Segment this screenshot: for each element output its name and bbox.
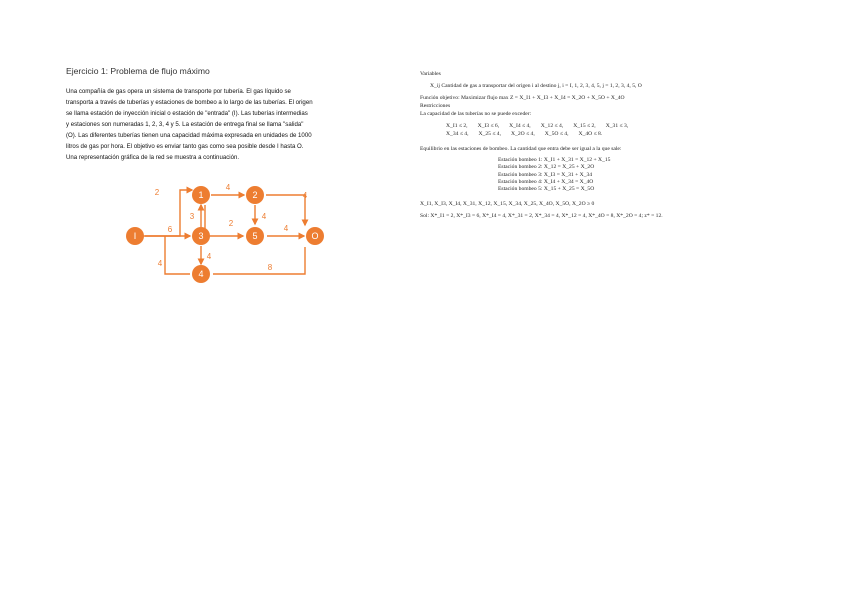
edge-label: 4 <box>206 252 212 261</box>
variables-heading: Variables <box>420 71 441 77</box>
capacity-constraint: X_I3 ≤ 6, <box>477 123 500 129</box>
exercise-paragraph <box>66 86 366 163</box>
edge-label: 4 <box>157 259 163 268</box>
exercise-text-column <box>66 66 366 163</box>
variables-definition: X_ij Cantidad de gas a transportar del origen i al destino j, i = I, 1, 2, 3, 4, 5, j = 1, 2, 3, 4, 5, O <box>430 83 642 89</box>
paragraph-line: y estaciones son numeradas 1, 2, 3, 4 y 5. La estación de entrega final se llama "salida" <box>66 121 304 128</box>
capacity-constraint: X_I4 ≤ 4, <box>509 123 531 129</box>
capacity-constraint: X_12 ≤ 4, <box>540 123 564 129</box>
edge-label: 8 <box>267 263 273 272</box>
paragraph-line: transporta a través de tuberías y estaciones de bombeo a lo largo de las tuberías. El origen <box>66 99 313 106</box>
capacity-constraint: X_31 ≤ 3, <box>605 123 629 129</box>
station-equation: Estación bombeo 2: X_12 = X_25 + X_2O <box>498 164 595 171</box>
node-label: 2 <box>252 190 258 200</box>
exercise-title: Ejercicio 1: Problema de flujo máximo <box>66 66 210 76</box>
solution-line: Sol: X*_I1 = 2, X*_I3 = 6, X*_I4 = 4, X*_31 = 2, X*_34 = 4, X*_12 = 4, X*_4O = 8, X*_2O = 4; z* = 12. <box>420 213 663 220</box>
edge-label: 4 <box>261 212 267 221</box>
capacity-constraint: X_2O ≤ 4, <box>511 131 535 137</box>
edge-label: 4 <box>283 224 289 233</box>
edge-2-O <box>266 195 305 225</box>
edge-label: 2 <box>228 219 234 228</box>
paragraph-line: Una representación gráfica de la red se muestra a continuación. <box>66 154 240 161</box>
node-label: 4 <box>198 269 204 279</box>
edge-I-1 <box>135 190 192 236</box>
paragraph-line: litros de gas por hora. El objetivo es enviar tanto gas como sea posible desde I hasta O. <box>66 143 304 150</box>
node-label: I <box>133 231 137 241</box>
station-equation: Estación bombeo 4: X_I4 + X_34 = X_4O <box>498 178 594 185</box>
capacity-constraint: X_I1 ≤ 2, <box>446 123 468 129</box>
capacity-constraint: X_34 ≤ 4, <box>446 131 469 137</box>
capacity-constraint: X_5O ≤ 4, <box>544 131 569 137</box>
edge-label: 3 <box>189 212 195 221</box>
edge-label: 4 <box>225 183 231 192</box>
station-equation: Estación bombeo 1: X_I1 + X_31 = X_12 + X_15 <box>498 157 611 163</box>
model-column <box>420 70 720 220</box>
edge-label: 2 <box>154 188 160 197</box>
node-label: 5 <box>252 231 258 241</box>
edge-I-4 <box>165 236 190 274</box>
station-equation: Estación bombeo 5: X_15 + X_25 = X_5O <box>498 186 595 193</box>
edge-1-5 <box>205 205 243 236</box>
capacity-intro: La capacidad de las tuberías no se puede exceder: <box>420 111 532 117</box>
node-label: 1 <box>198 190 204 200</box>
capacity-constraint: X_15 ≤ 2, <box>573 123 596 129</box>
capacity-constraint: X_25 ≤ 4, <box>478 131 501 137</box>
edge-label: 4 <box>302 191 308 200</box>
capacity-row <box>420 122 720 130</box>
station-equation: Estación bombeo 3: X_I3 = X_31 + X_34 <box>498 171 593 178</box>
restrictions-heading: Restricciones <box>420 103 451 109</box>
paragraph-line: Una compañía de gas opera un sistema de transporte por tubería. El gas líquido se <box>66 88 291 95</box>
node-label: 3 <box>198 231 204 241</box>
balance-intro: Equilibrio en las estaciones de bombeo. La cantidad que entra debe ser igual a la que sale: <box>420 146 622 152</box>
node-label: O <box>311 231 319 241</box>
objective-function: Función objetivo: Maximizar flujo max Z = X_I1 + X_I3 + X_I4 = X_2O + X_5O + X_4O <box>420 95 625 101</box>
paragraph-line: (O). Las diferentes tuberías tienen una capacidad máxima expresada en unidades de 1000 <box>66 132 312 139</box>
edge-label: 6 <box>167 225 173 234</box>
capacity-constraint: X_4O ≤ 8. <box>578 131 603 137</box>
network-diagram <box>125 180 335 290</box>
edge-4-O <box>213 247 305 274</box>
paragraph-line: se llama estación de inyección inicial o estación de "entrada" (I). Las tuberías intermedias <box>66 110 308 117</box>
nonnegativity-constraint: X_I1, X_I3, X_I4, X_31, X_12, X_15, X_34, X_25, X_4O, X_5O, X_2O ≥ 0 <box>420 201 595 208</box>
capacity-row <box>420 130 720 138</box>
